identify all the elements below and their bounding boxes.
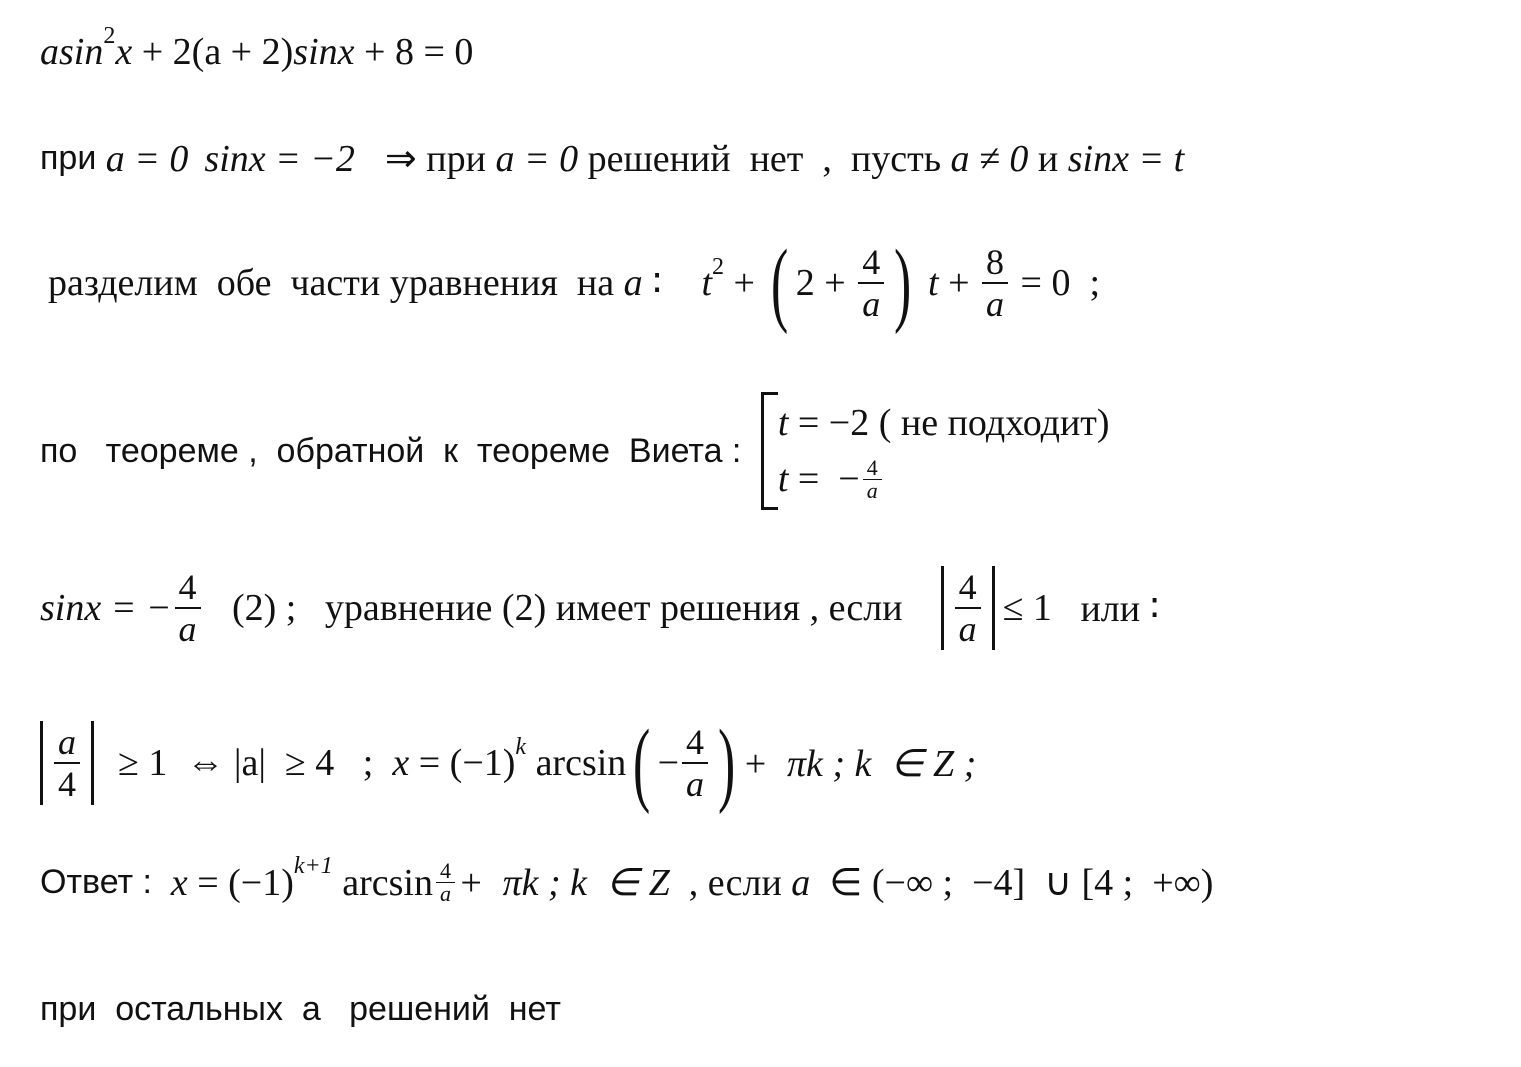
final-line <box>40 990 561 1029</box>
fraction-den: a <box>178 609 197 649</box>
cond-sinx-eq: sinx = −2 <box>204 137 355 180</box>
left-paren: ( <box>633 711 651 815</box>
sol-minus: − <box>657 742 680 784</box>
divide-colon: ∶ <box>642 262 672 305</box>
ans-a: a <box>791 861 811 904</box>
sinx-eq: sinx = − <box>40 587 172 629</box>
fraction-den: a <box>439 881 451 906</box>
abs-bar-left <box>941 566 944 650</box>
quad-eq-zero: = 0 ; <box>1011 262 1101 304</box>
fraction-num: 4 <box>439 858 451 883</box>
eq1-sin2: sin <box>293 31 338 73</box>
ans-eq: = (−1) <box>187 861 294 904</box>
sol-eq: = (−1) <box>409 742 516 784</box>
answer-line <box>40 853 1214 906</box>
cond-a-eq-0b: a = 0 <box>495 137 579 180</box>
fraction-4-over-a-small <box>436 860 455 905</box>
divide-a: a <box>623 262 643 304</box>
ge-one-condition: ≥ 1 ⇔ |a| ≥ 4 ; <box>118 742 393 784</box>
fraction-4-over-a-abs <box>955 567 981 649</box>
no-solutions-text: решений нет , пусть <box>578 137 951 180</box>
root-1-t: t <box>777 402 789 444</box>
eq1-square: 2 <box>103 22 116 49</box>
fraction-num: 8 <box>986 242 1005 282</box>
root-2-eq: = − <box>788 458 860 500</box>
general-solution-line <box>40 711 977 815</box>
root-2 <box>778 451 1110 507</box>
fraction-4-over-a-small <box>863 454 882 503</box>
vieta-text: по теореме , обратной к теореме Виета : <box>40 431 751 470</box>
divide-line <box>48 231 1101 335</box>
abs-bar-right <box>992 566 995 650</box>
ans-x: x <box>170 861 188 904</box>
abs-bar-right <box>91 721 94 805</box>
ans-exp: k+1 <box>293 853 333 879</box>
eq1-x: x <box>115 31 133 73</box>
fraction-den: a <box>866 477 878 503</box>
left-paren: ( <box>771 231 789 335</box>
divide-text: разделим обе части уравнения на <box>48 262 624 304</box>
or-text: или ∶ <box>1051 587 1160 630</box>
cond-a-eq-0: a = 0 <box>105 137 189 180</box>
quad-plus2: + <box>938 262 980 304</box>
fraction-den: a <box>986 284 1005 324</box>
quad-two-plus: 2 + <box>795 262 856 304</box>
sol-exp-k: k <box>515 733 527 760</box>
cond-a-ne-0: a ≠ 0 <box>950 137 1029 180</box>
root-system <box>778 395 1110 507</box>
sol-arcsin: arcsin <box>526 742 627 784</box>
final-text: при остальных а решений нет <box>40 990 561 1028</box>
has-solutions-text: уравнение (2) имеет решения , если <box>324 587 903 629</box>
root-1-value: = −2 ( не подходит) <box>788 402 1110 444</box>
answer-label: Ответ : <box>40 863 171 901</box>
le-one: ≤ 1 <box>1002 587 1052 629</box>
fraction-4-over-a <box>682 722 708 804</box>
eq-label: (2) ; <box>203 587 325 629</box>
fraction-num: 4 <box>178 567 197 607</box>
ans-pik: + πk ; k ∈ Z <box>457 862 680 904</box>
abs-bar-left <box>40 721 43 805</box>
quad-plus: + <box>724 262 765 304</box>
fraction-num: a <box>58 722 76 762</box>
eq1-end: + 8 = 0 <box>354 31 474 73</box>
eq1-sin: sin <box>59 31 104 73</box>
ans-arcsin: arcsin <box>332 861 433 904</box>
quad-square: 2 <box>712 253 725 280</box>
vieta-line <box>40 392 1110 510</box>
and-text: и <box>1028 137 1068 180</box>
sol-pik: + πk ; k ∈ Z ; <box>742 742 977 785</box>
text-pri: при <box>40 139 106 177</box>
sinx-line <box>40 566 1159 650</box>
eq1-x2: x <box>337 31 355 73</box>
sol-x: x <box>392 742 410 784</box>
fraction-den: a <box>862 284 881 324</box>
fraction-den: a <box>958 609 977 649</box>
equation-line-1 <box>40 22 474 74</box>
fraction-num: 4 <box>862 242 881 282</box>
ans-interval: ∈ (−∞ ; −4] ∪ [4 ; +∞) <box>810 862 1214 904</box>
quad-t: t <box>701 262 713 304</box>
fraction-num: 4 <box>686 722 705 762</box>
implies-text: ⇒ при <box>384 138 496 180</box>
quad-t-linear: t <box>918 262 939 304</box>
right-paren: ) <box>718 711 736 815</box>
fraction-num: 4 <box>866 454 878 480</box>
right-paren: ) <box>894 231 912 335</box>
fraction-num: 4 <box>958 567 977 607</box>
fraction-a-over-4 <box>54 722 80 804</box>
system-bracket <box>761 392 778 510</box>
root-1 <box>778 395 1110 451</box>
substitution: sinx = t <box>1067 137 1185 180</box>
root-2-t: t <box>777 458 789 500</box>
eq1-a: a <box>40 31 59 73</box>
fraction-4-over-a <box>858 242 884 324</box>
eq1-middle: + 2(a + 2) <box>132 31 294 73</box>
condition-line <box>40 136 1184 181</box>
fraction-8-over-a <box>982 242 1008 324</box>
fraction-den: 4 <box>58 764 76 804</box>
ans-if-text: , если <box>679 861 792 904</box>
fraction-den: a <box>686 764 705 804</box>
fraction-4-over-a <box>175 567 201 649</box>
